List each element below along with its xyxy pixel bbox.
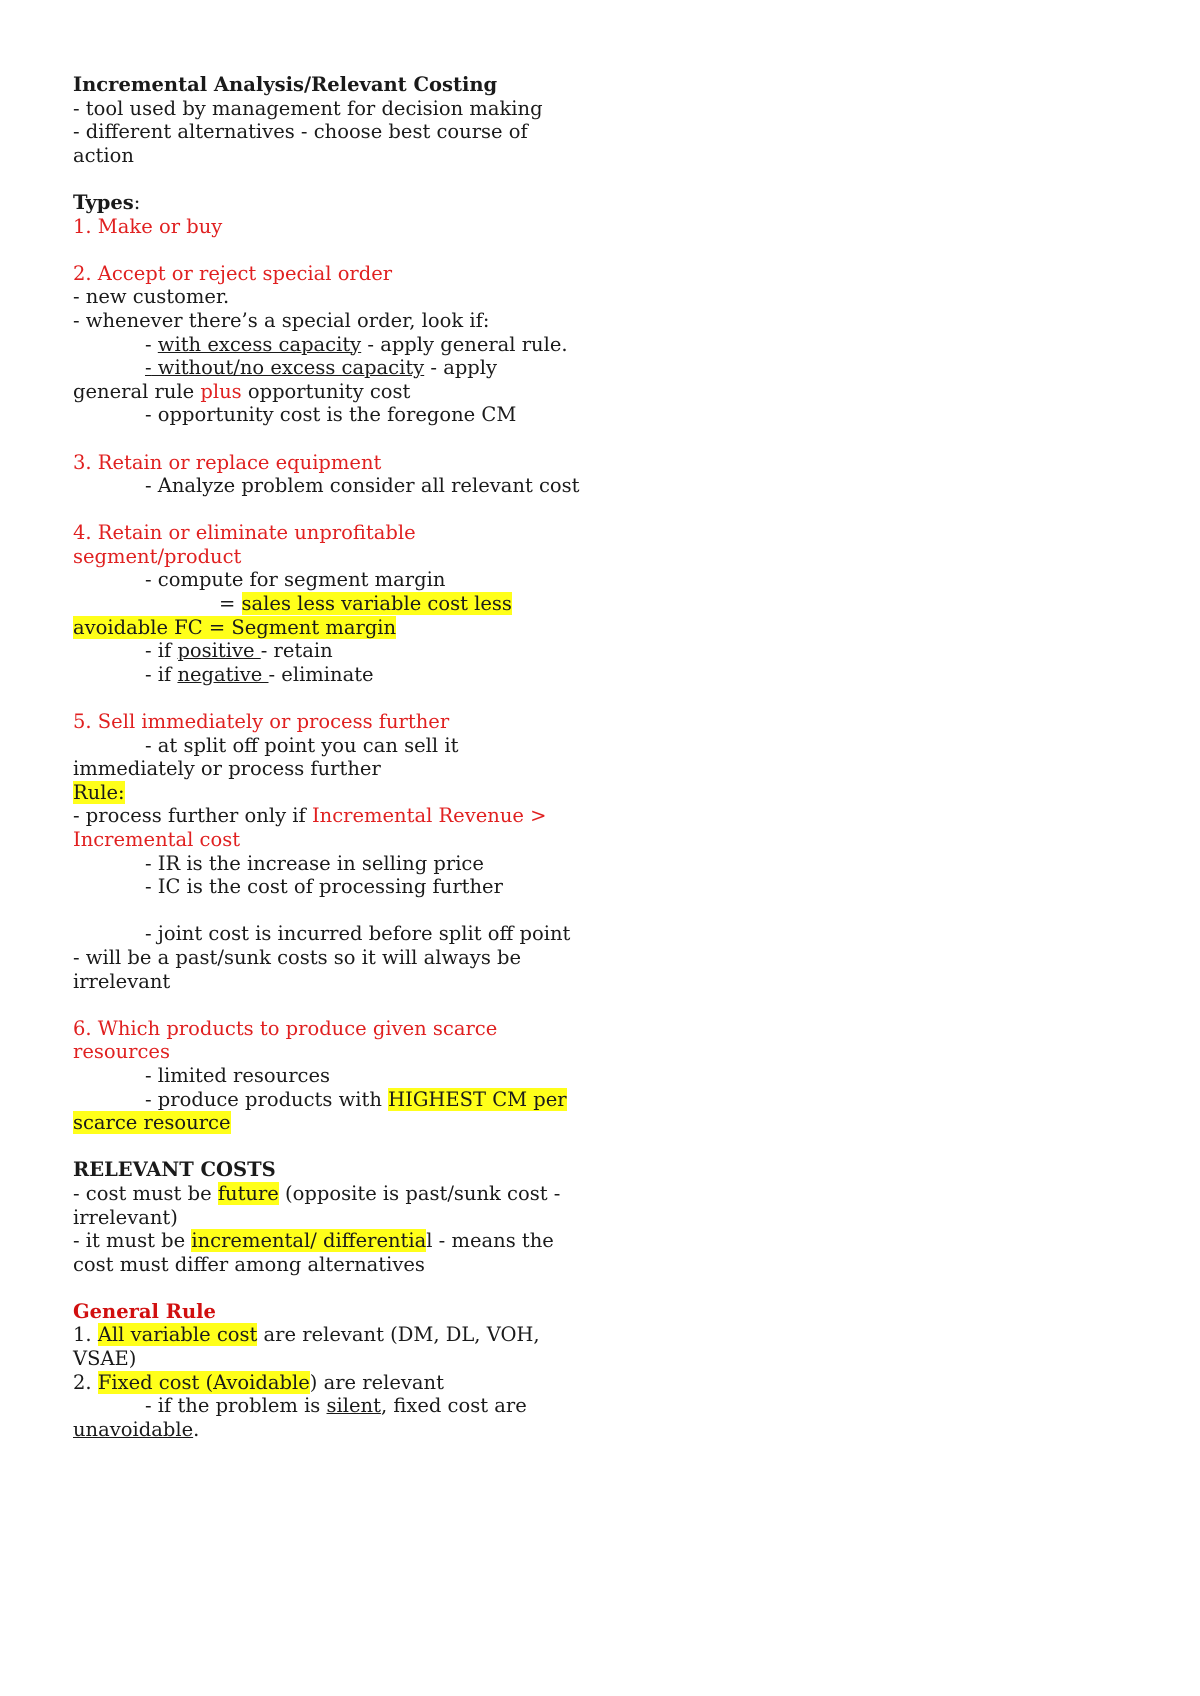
types-heading <box>73 191 593 215</box>
text-span: 2. <box>73 1370 98 1394</box>
notes-body <box>73 73 593 1441</box>
highlighted-text: Rule: <box>73 780 125 804</box>
text-dash: - <box>145 332 158 356</box>
text-span: - if <box>145 662 178 686</box>
relevant-line <box>73 1229 593 1253</box>
intro-line: - tool used by management for decision making <box>73 96 543 120</box>
type-2-line <box>73 333 593 357</box>
general-rule-line <box>73 1394 593 1418</box>
type-2-line <box>73 356 593 380</box>
relevant-line: irrelevant) <box>73 1205 178 1229</box>
types-colon: : <box>133 190 141 214</box>
type-2-line: - whenever there’s a special order, look if: <box>73 308 490 332</box>
rule-label <box>73 781 593 805</box>
underlined-text: unavoidable <box>73 1417 194 1441</box>
general-rule-line <box>73 1371 593 1395</box>
relevant-line <box>73 1182 593 1206</box>
type-4-line <box>73 663 593 687</box>
text-span: - process further only if <box>73 804 312 828</box>
highlighted-text: All variable cost <box>97 1323 258 1347</box>
intro-line: action <box>73 143 134 167</box>
text-span: , fixed cost are <box>380 1394 527 1418</box>
type-4-line <box>73 639 593 663</box>
intro-line: - different alternatives - choose best course of <box>73 120 528 144</box>
type-4-line: - compute for segment margin <box>145 568 446 592</box>
highlighted-text: scarce resource <box>73 1111 231 1135</box>
relevant-line: cost must differ among alternatives <box>73 1252 425 1276</box>
text-span: = <box>219 592 242 616</box>
text-span: ) are relevant <box>309 1370 444 1394</box>
text-span: (opposite is past/sunk cost - <box>278 1181 561 1205</box>
text-span: - if <box>145 639 178 663</box>
general-rule-line <box>73 1418 593 1442</box>
text-span: - produce products with <box>145 1087 389 1111</box>
red-text: plus <box>200 379 242 403</box>
type-1-heading: 1. Make or buy <box>73 214 223 238</box>
underlined-text: positive <box>177 639 261 663</box>
type-4-line <box>73 592 593 616</box>
general-rule-line: VSAE) <box>73 1347 137 1371</box>
type-6-heading: 6. Which products to produce given scarce <box>73 1016 498 1040</box>
text-span: - if the problem is <box>145 1394 327 1418</box>
highlighted-text: avoidable FC = Segment margin <box>73 615 397 639</box>
relevant-costs-heading: RELEVANT COSTS <box>73 1158 276 1182</box>
text-span: are relevant (DM, DL, VOH, <box>257 1323 540 1347</box>
text-span: . <box>193 1417 200 1441</box>
text-span: general rule <box>73 379 201 403</box>
type-5-line: irrelevant <box>73 969 171 993</box>
type-6-line <box>73 1111 593 1135</box>
general-rule-heading: General Rule <box>73 1299 216 1323</box>
highlighted-text: Fixed cost (Avoidable <box>97 1370 310 1394</box>
underlined-text: silent <box>326 1394 381 1418</box>
highlighted-text: HIGHEST CM per <box>388 1087 567 1111</box>
text-span: - apply general rule. <box>361 332 568 356</box>
type-5-line: immediately or process further <box>73 757 381 781</box>
type-5-line: Incremental cost <box>73 828 241 851</box>
type-4-line <box>73 616 593 640</box>
document-title: Incremental Analysis/Relevant Costing <box>73 73 498 96</box>
red-text: Incremental Revenue > <box>311 804 547 828</box>
type-3-line: - Analyze problem consider all relevant cost <box>145 474 580 498</box>
general-rule-line <box>73 1323 593 1347</box>
type-5-line <box>73 804 593 828</box>
type-4-heading: segment/product <box>73 544 242 568</box>
underlined-text: without/no excess capacity <box>151 356 425 380</box>
type-2-line: - opportunity cost is the foregone CM <box>145 403 517 427</box>
text-dash: - <box>145 356 152 380</box>
text-span: - eliminate <box>268 662 374 686</box>
type-6-line <box>73 1088 593 1112</box>
type-5-line: - IC is the cost of processing further <box>145 875 503 899</box>
text-span: - cost must be <box>73 1181 218 1205</box>
text-span: l - means the <box>426 1229 554 1253</box>
types-label: Types <box>73 190 134 214</box>
type-4-heading: 4. Retain or eliminate unprofitable <box>73 521 416 545</box>
highlighted-text: sales less variable cost less <box>241 592 512 616</box>
text-span: 1. <box>73 1323 98 1347</box>
type-5-line: - joint cost is incurred before split off point <box>145 922 571 946</box>
text-span: - retain <box>260 639 333 663</box>
type-3-heading: 3. Retain or replace equipment <box>73 450 382 474</box>
type-2-line <box>73 380 593 404</box>
highlighted-text: incremental/ differentia <box>191 1229 427 1253</box>
type-5-line: - will be a past/sunk costs so it will always be <box>73 945 522 969</box>
type-6-heading: resources <box>73 1040 170 1064</box>
type-5-heading: 5. Sell immediately or process further <box>73 710 450 734</box>
underlined-text: negative <box>177 662 269 686</box>
highlighted-text: future <box>217 1181 279 1205</box>
text-span: - apply <box>424 356 498 380</box>
text-span: - it must be <box>73 1229 192 1253</box>
type-5-line: - IR is the increase in selling price <box>145 851 484 875</box>
type-2-line: - new customer. <box>73 285 230 309</box>
type-2-heading: 2. Accept or reject special order <box>73 261 393 285</box>
text-span: opportunity cost <box>241 379 411 403</box>
type-5-line: - at split off point you can sell it <box>145 733 459 757</box>
underlined-text: with excess capacity <box>157 332 362 356</box>
type-6-line: - limited resources <box>145 1063 331 1087</box>
